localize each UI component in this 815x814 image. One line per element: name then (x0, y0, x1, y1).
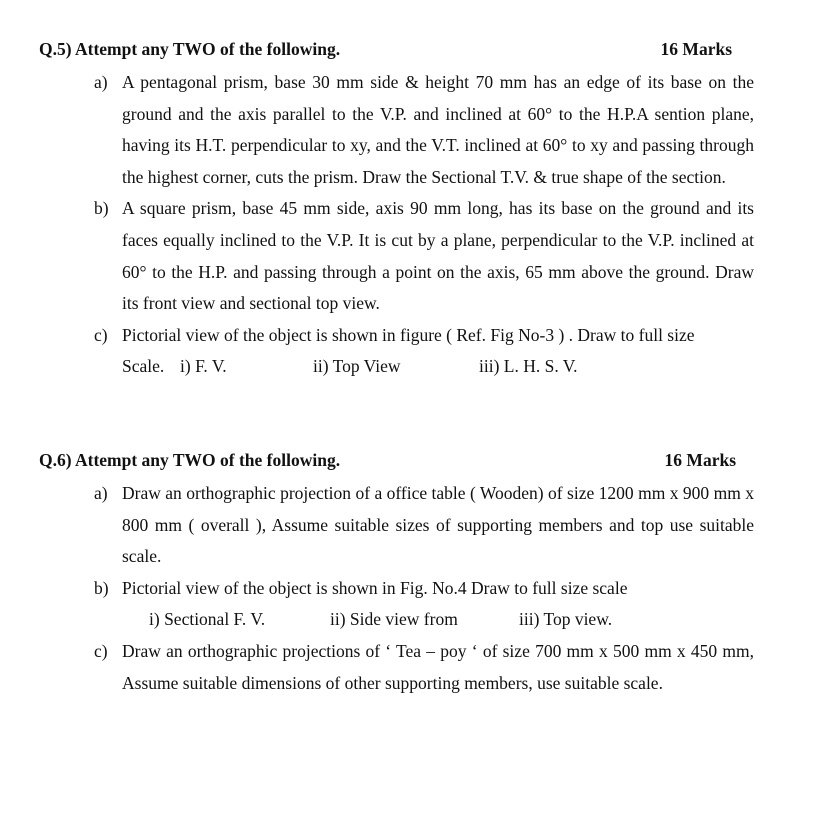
item-label: c) (94, 324, 108, 345)
subpart-i: i) Sectional F. V. (149, 609, 266, 630)
item-text: Pictorial view of the object is shown in Fig. No.4 Draw to full size scale (122, 577, 628, 598)
question-5-item-c (0, 320, 815, 352)
item-label: c) (94, 640, 108, 661)
item-label: b) (94, 198, 109, 219)
question-6 (0, 447, 815, 699)
question-6-item-b (0, 573, 815, 605)
question-6-item-b-subparts (0, 604, 815, 636)
item-text: Draw an orthographic projections of ‘ Tea – poy ‘ of size 700 mm x 500 mm x 450 mm, Assume suitable dimensions of other supporting members, use suitable scale. (122, 640, 754, 693)
question-5-header (0, 36, 815, 62)
question-6-items (0, 478, 815, 699)
item-text: Draw an orthographic projection of a office table ( Wooden) of size 1200 mm x 900 mm x 800 mm ( overall ), Assume suitable sizes of supporting members and top use suitable scale. (122, 483, 754, 567)
subpart-iii: iii) L. H. S. V. (479, 356, 578, 377)
question-6-item-c (0, 636, 815, 699)
question-5-item-c-subparts (0, 351, 815, 383)
subpart-i: i) F. V. (180, 356, 227, 377)
subpart-ii: ii) Side view from (330, 609, 458, 630)
question-6-header (0, 447, 815, 473)
item-text: A square prism, base 45 mm side, axis 90 mm long, has its base on the ground and its faces equally inclined to the V.P. It is cut by a plane, perpendicular to the V.P. inclined at 60° to the H.P. and passing through a point on the axis, 65 mm above the ground. Draw its front view and sectional top view. (122, 198, 754, 314)
question-5-item-b (0, 193, 815, 319)
question-5 (0, 36, 815, 383)
question-5-items (0, 67, 815, 383)
question-6-item-a (0, 478, 815, 573)
item-text: A pentagonal prism, base 30 mm side & height 70 mm has an edge of its base on the ground and the axis parallel to the V.P. and inclined at 60° to the H.P.A sention plane, having its H.T. perpendicular to xy, and the V.T. inclined at 60° to xy and passing through the highest corner, cuts the prism. Draw the Sectional T.V. & true shape of the section. (122, 72, 754, 187)
question-6-marks: 16 Marks (664, 450, 736, 470)
question-6-title: Q.6) Attempt any TWO of the following. (39, 450, 341, 470)
question-5-marks: 16 Marks (660, 39, 732, 59)
item-label: a) (94, 483, 108, 503)
subpart-lead: Scale. (122, 356, 165, 377)
item-label: b) (94, 577, 109, 598)
item-text: Pictorial view of the object is shown in figure ( Ref. Fig No-3 ) . Draw to full size (122, 324, 695, 345)
question-5-title: Q.5) Attempt any TWO of the following. (39, 39, 341, 59)
subpart-iii: iii) Top view. (519, 609, 613, 630)
item-label: a) (94, 72, 108, 92)
subpart-ii: ii) Top View (313, 356, 401, 377)
question-5-item-a (0, 67, 815, 193)
